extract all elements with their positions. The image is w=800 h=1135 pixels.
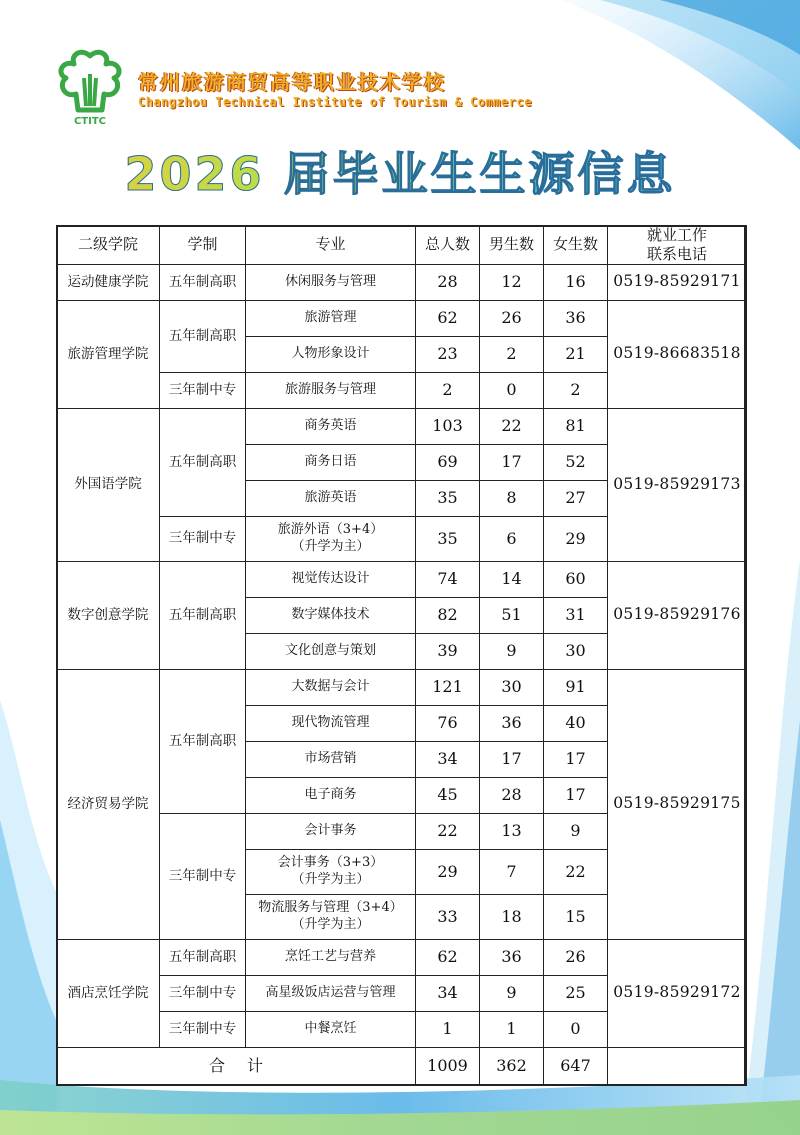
total-cell: 2 [416, 372, 480, 408]
major-note: （升学为主） [291, 916, 370, 932]
female-cell: 25 [544, 975, 608, 1011]
total-cell: 121 [416, 669, 480, 705]
total-male-cell: 362 [480, 1047, 544, 1085]
header-total: 总人数 [416, 226, 480, 265]
total-cell: 39 [416, 633, 480, 669]
college-cell: 数字创意学院 [57, 561, 160, 669]
female-cell: 29 [544, 516, 608, 561]
system-cell: 三年制中专 [160, 813, 246, 939]
total-phone-cell [608, 1047, 747, 1085]
total-cell: 1 [416, 1011, 480, 1047]
male-cell: 2 [480, 336, 544, 372]
major-cell: 大数据与会计 [246, 669, 416, 705]
major-cell [246, 849, 416, 894]
major-cell: 高星级饭店运营与管理 [246, 975, 416, 1011]
total-cell: 34 [416, 741, 480, 777]
female-cell: 17 [544, 741, 608, 777]
header-phone-line2: 联系电话 [646, 244, 707, 263]
total-sum-cell: 1009 [416, 1047, 480, 1085]
major-cell: 市场营销 [246, 741, 416, 777]
male-cell: 18 [480, 894, 544, 939]
female-cell: 81 [544, 408, 608, 444]
male-cell: 1 [480, 1011, 544, 1047]
system-cell: 三年制中专 [160, 975, 246, 1011]
school-name-en: Changzhou Technical Institute of Tourism & Commerce [138, 95, 532, 109]
major-cell: 人物形象设计 [246, 336, 416, 372]
total-cell: 62 [416, 939, 480, 975]
female-cell: 40 [544, 705, 608, 741]
major-cell: 现代物流管理 [246, 705, 416, 741]
system-cell: 五年制高职 [160, 669, 246, 813]
male-cell: 9 [480, 975, 544, 1011]
total-label: 合计 [57, 1047, 416, 1085]
total-cell: 76 [416, 705, 480, 741]
female-cell: 31 [544, 597, 608, 633]
page-title: 2026 届毕业生生源信息 [0, 138, 800, 204]
male-cell: 17 [480, 741, 544, 777]
male-cell: 7 [480, 849, 544, 894]
male-cell: 13 [480, 813, 544, 849]
total-cell: 33 [416, 894, 480, 939]
major-cell: 商务英语 [246, 408, 416, 444]
total-row [57, 1047, 747, 1085]
total-cell: 62 [416, 300, 480, 336]
table-row [57, 561, 747, 597]
system-cell: 五年制高职 [160, 264, 246, 300]
male-cell: 36 [480, 705, 544, 741]
female-cell: 91 [544, 669, 608, 705]
female-cell: 52 [544, 444, 608, 480]
table-row [57, 939, 747, 975]
major-cell: 文化创意与策划 [246, 633, 416, 669]
male-cell: 28 [480, 777, 544, 813]
header-college: 二级学院 [57, 226, 160, 265]
college-cell: 酒店烹饪学院 [57, 939, 160, 1047]
male-cell: 6 [480, 516, 544, 561]
header-male: 男生数 [480, 226, 544, 265]
major-cell: 中餐烹饪 [246, 1011, 416, 1047]
female-cell: 36 [544, 300, 608, 336]
total-cell: 34 [416, 975, 480, 1011]
female-cell: 9 [544, 813, 608, 849]
total-cell: 22 [416, 813, 480, 849]
school-name-cn: 常州旅游商贸高等职业技术学校 [138, 70, 446, 94]
total-cell: 35 [416, 516, 480, 561]
major-cell [246, 894, 416, 939]
header [0, 0, 800, 220]
major-cell: 会计事务 [246, 813, 416, 849]
female-cell: 27 [544, 480, 608, 516]
college-cell: 经济贸易学院 [57, 669, 160, 939]
female-cell: 26 [544, 939, 608, 975]
system-cell: 五年制高职 [160, 300, 246, 372]
male-cell: 9 [480, 633, 544, 669]
male-cell: 17 [480, 444, 544, 480]
male-cell: 22 [480, 408, 544, 444]
major-cell: 旅游管理 [246, 300, 416, 336]
major-cell: 旅游服务与管理 [246, 372, 416, 408]
total-cell: 23 [416, 336, 480, 372]
major-cell: 数字媒体技术 [246, 597, 416, 633]
female-cell: 2 [544, 372, 608, 408]
system-cell: 三年制中专 [160, 1011, 246, 1047]
table-row [57, 264, 747, 300]
major-cell: 休闲服务与管理 [246, 264, 416, 300]
phone-cell: 0519-85929172 [608, 939, 747, 1047]
female-cell: 30 [544, 633, 608, 669]
system-cell: 三年制中专 [160, 516, 246, 561]
header-phone [608, 226, 747, 265]
phone-cell: 0519-85929175 [608, 669, 747, 939]
male-cell: 36 [480, 939, 544, 975]
table-row [57, 300, 747, 336]
total-cell: 74 [416, 561, 480, 597]
male-cell: 14 [480, 561, 544, 597]
total-cell: 45 [416, 777, 480, 813]
total-cell: 82 [416, 597, 480, 633]
major-name: 会计事务（3+3） [277, 855, 384, 871]
total-cell: 103 [416, 408, 480, 444]
major-name: 物流服务与管理（3+4） [258, 900, 403, 916]
graduate-table [56, 225, 747, 1086]
phone-cell: 0519-85929171 [608, 264, 747, 300]
female-cell: 22 [544, 849, 608, 894]
female-cell: 17 [544, 777, 608, 813]
phone-cell: 0519-85929176 [608, 561, 747, 669]
male-cell: 51 [480, 597, 544, 633]
school-logo-icon [48, 48, 132, 128]
total-cell: 29 [416, 849, 480, 894]
major-note: （升学为主） [291, 538, 370, 554]
system-cell: 五年制高职 [160, 408, 246, 516]
male-cell: 26 [480, 300, 544, 336]
phone-cell: 0519-85929173 [608, 408, 747, 561]
total-cell: 35 [416, 480, 480, 516]
table-header-row [57, 226, 747, 265]
major-note: （升学为主） [291, 871, 370, 887]
header-system: 学制 [160, 226, 246, 265]
college-cell: 运动健康学院 [57, 264, 160, 300]
system-cell: 五年制高职 [160, 561, 246, 669]
major-cell: 电子商务 [246, 777, 416, 813]
male-cell: 8 [480, 480, 544, 516]
header-phone-line1: 就业工作 [646, 226, 707, 244]
major-cell: 旅游英语 [246, 480, 416, 516]
major-cell [246, 516, 416, 561]
male-cell: 0 [480, 372, 544, 408]
college-cell: 旅游管理学院 [57, 300, 160, 408]
system-cell: 三年制中专 [160, 372, 246, 408]
logo-text: CTITC [73, 116, 107, 127]
table-row [57, 408, 747, 444]
college-cell: 外国语学院 [57, 408, 160, 561]
table-row [57, 669, 747, 705]
header-major: 专业 [246, 226, 416, 265]
male-cell: 30 [480, 669, 544, 705]
major-cell: 商务日语 [246, 444, 416, 480]
phone-cell: 0519-86683518 [608, 300, 747, 408]
major-cell: 视觉传达设计 [246, 561, 416, 597]
female-cell: 60 [544, 561, 608, 597]
header-female: 女生数 [544, 226, 608, 265]
female-cell: 16 [544, 264, 608, 300]
total-cell: 69 [416, 444, 480, 480]
total-cell: 28 [416, 264, 480, 300]
system-cell: 五年制高职 [160, 939, 246, 975]
male-cell: 12 [480, 264, 544, 300]
female-cell: 0 [544, 1011, 608, 1047]
major-name: 旅游外语（3+4） [277, 522, 384, 538]
major-cell: 烹饪工艺与营养 [246, 939, 416, 975]
female-cell: 15 [544, 894, 608, 939]
female-cell: 21 [544, 336, 608, 372]
total-female-cell: 647 [544, 1047, 608, 1085]
